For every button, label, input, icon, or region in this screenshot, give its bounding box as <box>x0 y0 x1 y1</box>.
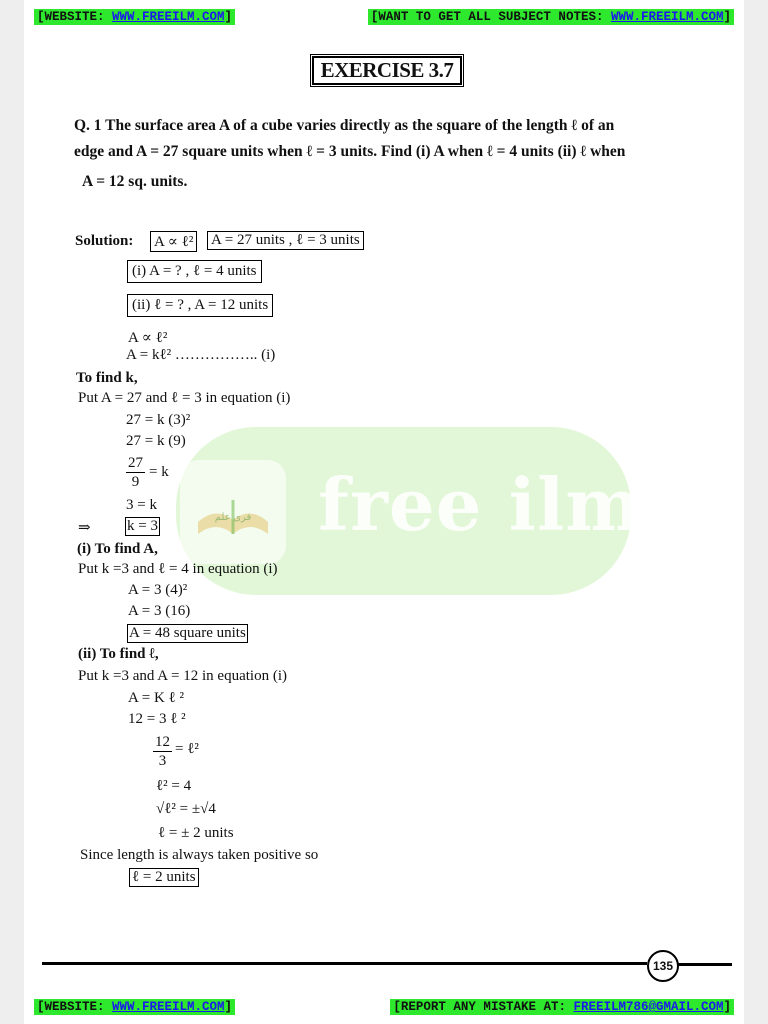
a-step-2: A = 3 (16) <box>128 603 191 619</box>
l-fraction-numerator: 12 <box>155 734 170 750</box>
footer-rule <box>42 962 647 965</box>
k-fraction-numerator: 27 <box>128 455 143 471</box>
find-ii-box: (ii) ℓ = ? , A = 12 units <box>127 294 273 317</box>
footer-email-link[interactable]: FREEILM786@GMAIL.COM <box>573 1000 724 1014</box>
step-equation-i: A = kℓ² …………….. (i) <box>126 347 276 363</box>
l-step-1: A = K ℓ ² <box>128 690 184 706</box>
watermark-text: free ilm. <box>318 462 669 547</box>
l-fraction-rhs: = ℓ² <box>175 741 199 757</box>
book-logo-icon <box>180 460 286 564</box>
k-step-2: 27 = k (9) <box>126 433 186 449</box>
footer-website-banner <box>34 999 235 1015</box>
footer-website-link[interactable]: WWW.FREEILM.COM <box>112 1000 225 1014</box>
put-step-1: Put A = 27 and ℓ = 3 in equation (i) <box>78 390 291 406</box>
heading-find-k: To find k, <box>76 370 138 386</box>
k-step-4: 3 = k <box>126 497 157 513</box>
given-proportion-box: A ∝ ℓ² <box>150 231 197 252</box>
k-fraction <box>126 454 145 491</box>
header-left-prefix: [WEBSITE: <box>37 10 113 24</box>
logo-text: فری علم <box>214 512 252 523</box>
find-i-box: (i) A = ? , ℓ = 4 units <box>127 260 262 283</box>
question-line-1: Q. 1 The surface area A of a cube varies directly as the square of the length ℓ of an <box>74 117 615 134</box>
header-right-suffix: ] <box>723 10 731 24</box>
step-proportion: A ∝ ℓ² <box>128 330 168 346</box>
header-notes-banner <box>368 9 734 25</box>
question-line-2: edge and A = 27 square units when ℓ = 3 units. Find (i) A when ℓ = 4 units (ii) ℓ when <box>74 143 626 160</box>
footer-right-suffix: ] <box>723 1000 731 1014</box>
header-left-suffix: ] <box>224 10 233 24</box>
l-step-5: √ℓ² = ±√4 <box>156 801 216 817</box>
conclusion-text: Since length is always taken positive so <box>80 847 319 863</box>
footer-left-suffix: ] <box>224 1000 233 1014</box>
l-step-2: 12 = 3 ℓ ² <box>128 711 186 727</box>
header-website-link[interactable]: WWW.FREEILM.COM <box>112 10 225 24</box>
put-step-2: Put k =3 and ℓ = 4 in equation (i) <box>78 561 278 577</box>
k-step-1: 27 = k (3)² <box>126 412 191 428</box>
solution-label: Solution: <box>75 233 134 249</box>
l-step-4: ℓ² = 4 <box>156 778 192 794</box>
footer-left-prefix: [WEBSITE: <box>37 1000 113 1014</box>
k-result-box: k = 3 <box>127 518 158 534</box>
question-line-3: A = 12 sq. units. <box>82 173 188 190</box>
page-number: 135 <box>647 950 679 982</box>
k-fraction-denominator: 9 <box>131 474 140 490</box>
heading-find-l: (ii) To find ℓ, <box>78 646 159 662</box>
l-fraction <box>153 733 172 770</box>
a-step-1: A = 3 (4)² <box>128 582 188 598</box>
a-result-box: A = 48 square units <box>129 625 246 641</box>
put-step-3: Put k =3 and A = 12 in equation (i) <box>78 668 287 684</box>
footer-report-banner <box>390 999 734 1015</box>
implies-arrow: ⇒ <box>78 520 91 536</box>
header-right-prefix: [WANT TO GET ALL SUBJECT NOTES: <box>370 10 611 24</box>
heading-find-A: (i) To find A, <box>77 541 158 557</box>
given-values-box: A = 27 units , ℓ = 3 units <box>207 231 364 250</box>
header-website-banner <box>34 9 235 25</box>
final-answer-box: ℓ = 2 units <box>129 868 199 887</box>
k-fraction-rhs: = k <box>149 464 169 480</box>
l-step-6: ℓ = ± 2 units <box>158 825 234 841</box>
l-fraction-denominator: 3 <box>158 753 167 769</box>
footer-rule-right <box>678 963 732 966</box>
exercise-title: EXERCISE 3.7 <box>312 56 462 85</box>
footer-right-prefix: [REPORT ANY MISTAKE AT: <box>393 1000 574 1014</box>
header-notes-link[interactable]: WWW.FREEILM.COM <box>610 10 724 24</box>
